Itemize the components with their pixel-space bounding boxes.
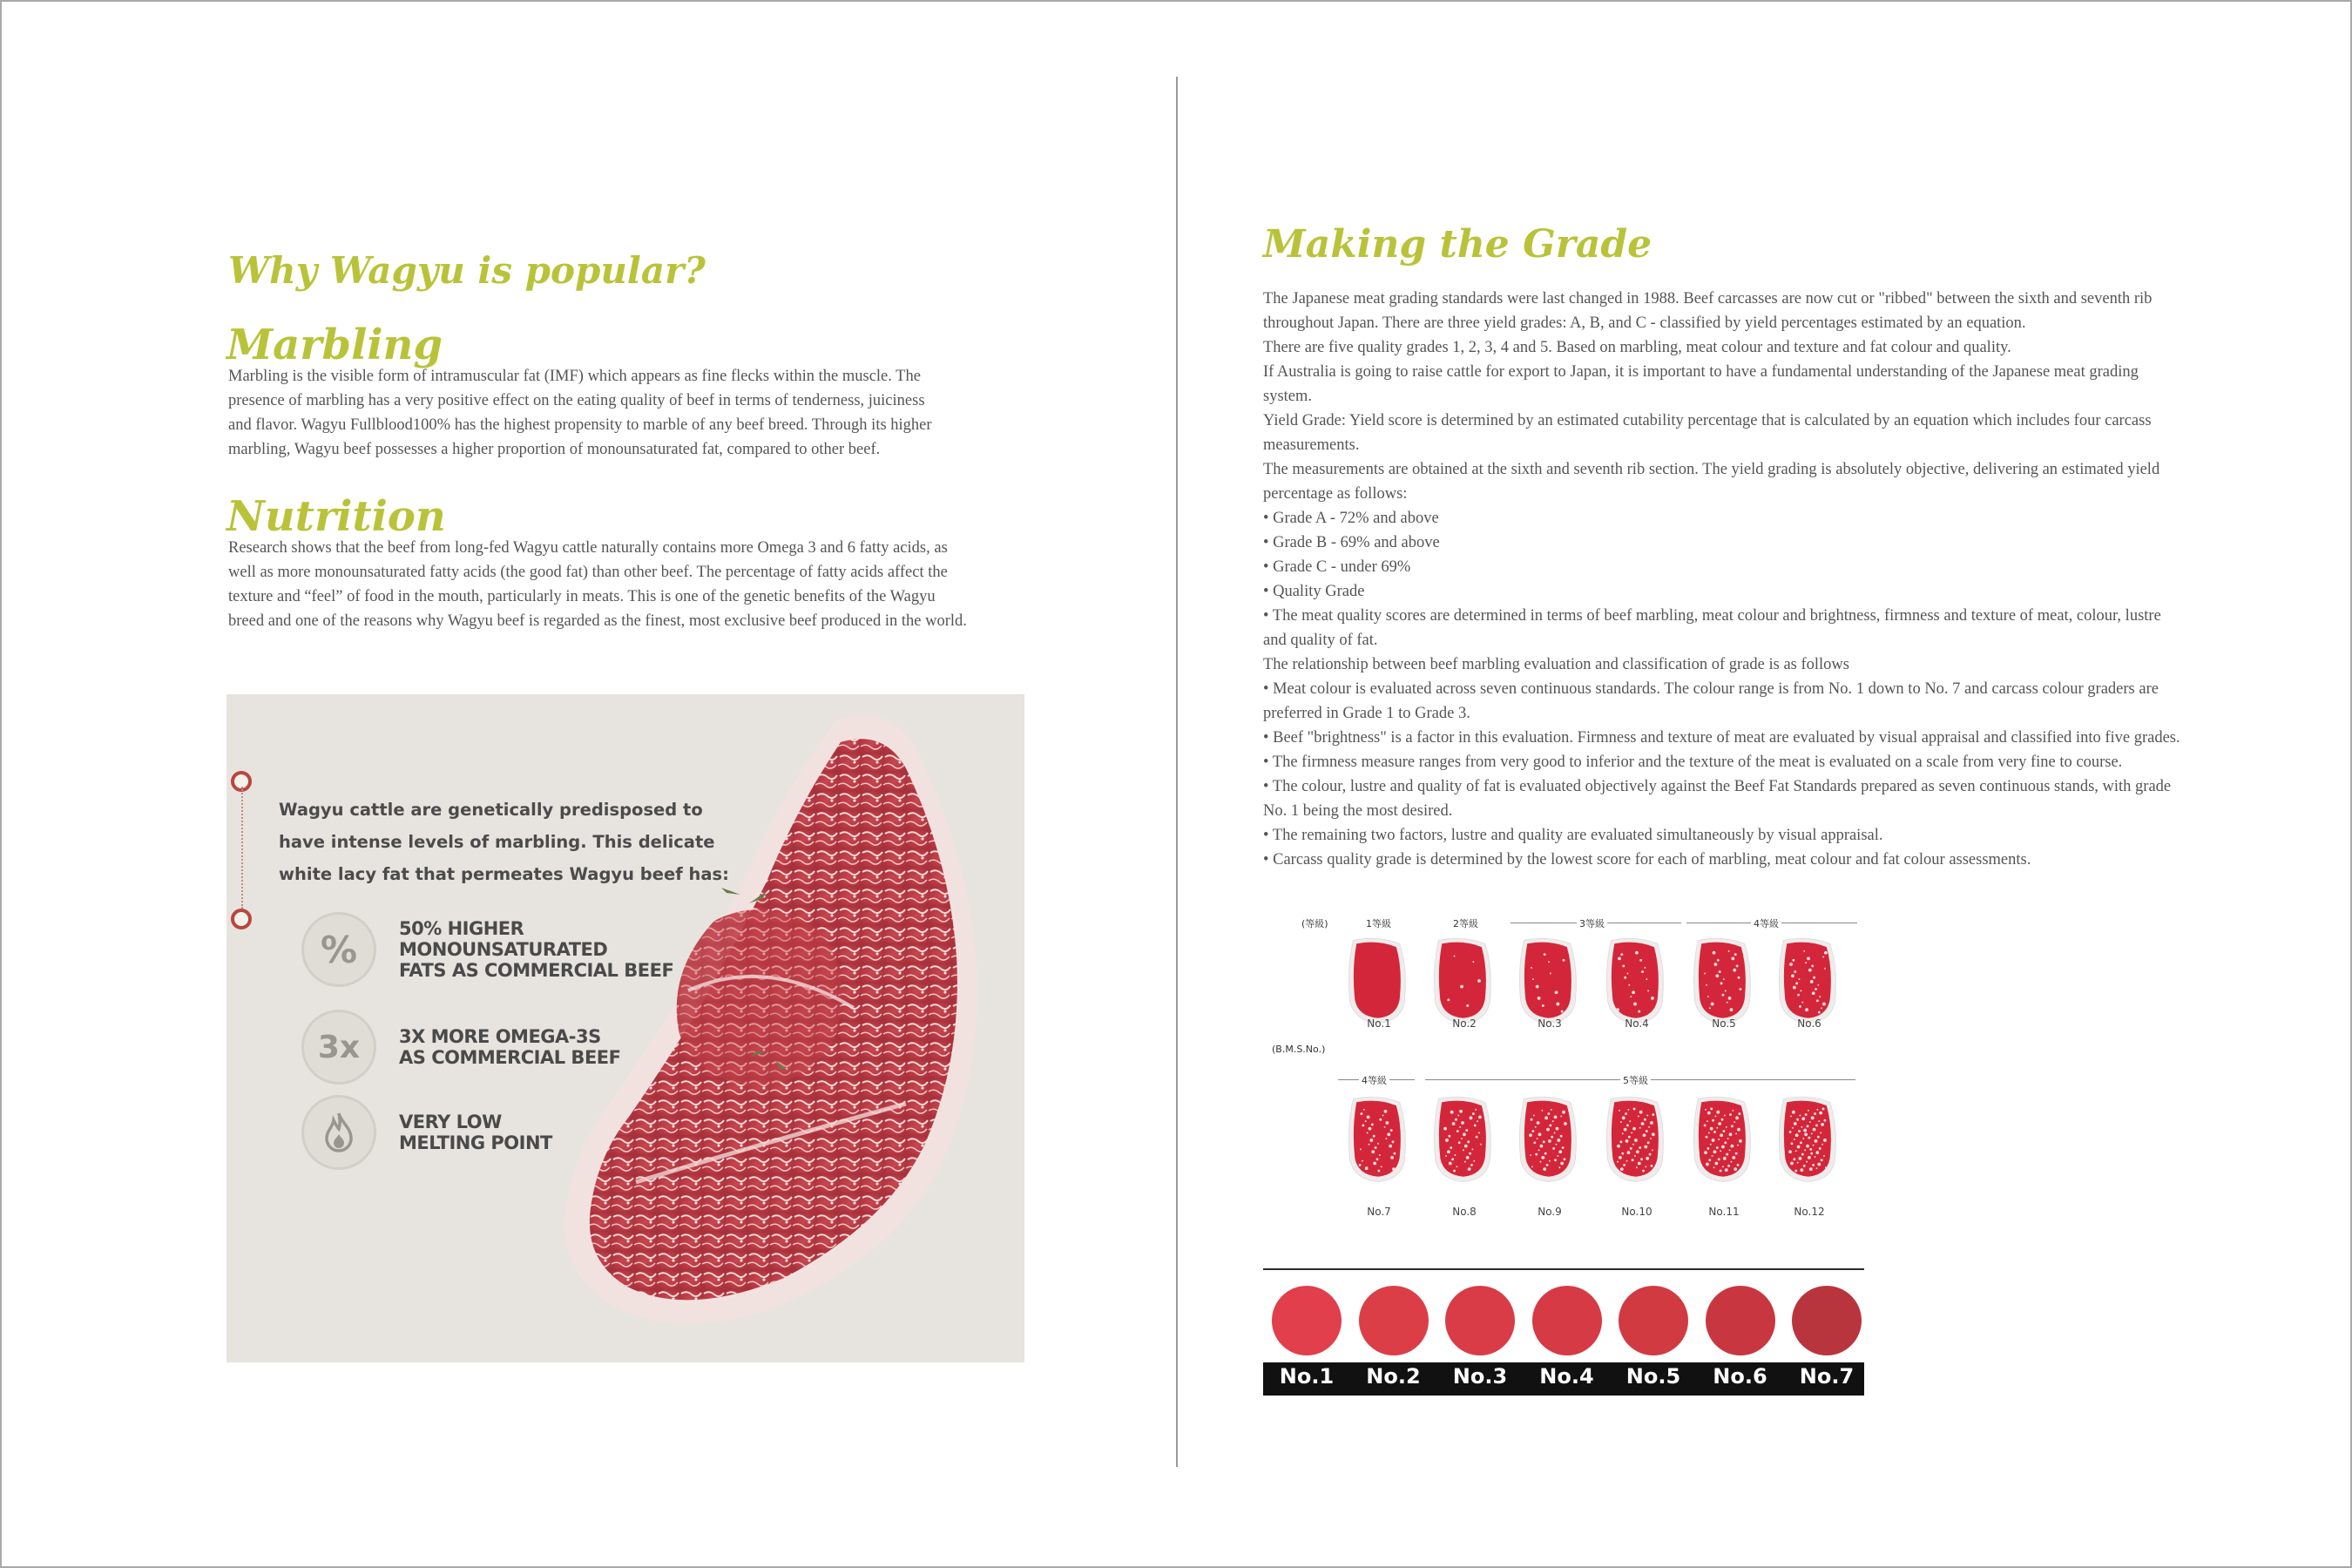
bms-row-label: (B.M.S.No.): [1272, 1044, 1326, 1055]
sample-label: No.1: [1367, 1017, 1391, 1030]
sample-label: No.10: [1621, 1206, 1652, 1218]
grade-row-label: (等級): [1301, 918, 1328, 929]
colour-label: No.2: [1366, 1364, 1421, 1389]
colour-swatch: [1706, 1286, 1775, 1355]
grading-line: If Australia is going to raise cattle for export to Japan, it is important to have a fundamental understanding of the Japanese meat grading: [1263, 363, 2139, 381]
grade-label: 1等級: [1366, 918, 1391, 929]
marbling-sample: [1603, 934, 1667, 1028]
marbling-line: Marbling is the visible form of intramuscular fat (IMF) which appears as fine flecks within the muscle. The: [228, 368, 921, 385]
marbling-line: marbling, Wagyu beef possesses a higher proportion of monounsaturated fat, compared to other beef.: [228, 441, 881, 458]
grading-line: • The remaining two factors, lustre and quality are evaluated simultaneously by visual appraisal.: [1263, 827, 1883, 844]
flame-icon: [301, 1095, 376, 1170]
grading-line: and quality of fat.: [1263, 632, 1378, 649]
colour-swatch: [1792, 1286, 1862, 1355]
grading-line: preferred in Grade 1 to Grade 3.: [1263, 705, 1470, 722]
colour-label: No.4: [1539, 1364, 1594, 1389]
grading-line: No. 1 being the most desired.: [1263, 802, 1453, 820]
grading-line: measurements.: [1263, 436, 1360, 454]
sample-label: No.12: [1794, 1206, 1825, 1218]
feature-melting-point: [301, 1095, 552, 1170]
intro-line: have intense levels of marbling. This delicate: [279, 832, 715, 852]
infographic-intro: [279, 794, 732, 890]
three-x-icon: 3x: [301, 1010, 376, 1085]
grade-label: 3等級: [1577, 916, 1607, 930]
marbling-sample: [1775, 934, 1840, 1028]
nutrition-line: Research shows that the beef from long-fed Wagyu cattle naturally contains more Omega 3 and 6 fatty acids, as: [228, 539, 948, 557]
sample-label: No.2: [1452, 1017, 1477, 1030]
right-page-title: Making the Grade: [1263, 222, 1652, 267]
feature-line: AS COMMERCIAL BEEF: [399, 1047, 621, 1068]
nutrition-line: breed and one of the reasons why Wagyu beef is regarded as the finest, most exclusive beef produced in the world.: [228, 612, 967, 630]
grading-line: • Quality Grade: [1263, 583, 1365, 600]
grading-line: The measurements are obtained at the sixth and seventh rib section. The yield grading is absolutely objective, delivering an estimated yield: [1263, 461, 2160, 478]
grade-label: 4等級: [1751, 916, 1781, 930]
grading-line: The Japanese meat grading standards were last changed in 1988. Beef carcasses are now cut or "ribbed" between the sixth and seventh rib: [1263, 290, 2153, 308]
sample-label: No.6: [1797, 1017, 1821, 1030]
marbling-sample: [1516, 1092, 1580, 1186]
grade-label: 4等級: [1359, 1073, 1389, 1087]
grading-line: throughout Japan. There are three yield grades: A, B, and C - classified by yield percentages estimated by an equation.: [1263, 314, 2026, 332]
marbling-sample: [1345, 1092, 1409, 1186]
marbling-sample: [1603, 1092, 1667, 1186]
marbling-line: and flavor. Wagyu Fullblood100% has the highest propensity to marble of any beef breed. Through its higher: [228, 416, 932, 434]
marbling-heading: Marbling: [226, 321, 443, 369]
grading-line: • Carcass quality grade is determined by the lowest score for each of marbling, meat colour and fat colour assessments.: [1263, 851, 2031, 868]
marbling-sample: [1690, 1092, 1754, 1186]
feature-line: MELTING POINT: [399, 1132, 552, 1153]
colour-swatch: [1359, 1286, 1429, 1355]
feature-text: [399, 1026, 620, 1068]
colour-label: No.3: [1452, 1364, 1508, 1389]
percent-icon: %: [301, 912, 376, 987]
grading-line: • The firmness measure ranges from very good to inferior and the texture of the meat is evaluated on a scale from very fine to course.: [1263, 754, 2123, 771]
feature-line: 50% HIGHER: [399, 918, 524, 939]
grading-line: • The meat quality scores are determined in terms of beef marbling, meat colour and brightness, firmness and texture of meat, colour, lustre: [1263, 607, 2161, 625]
intro-line: Wagyu cattle are genetically predisposed to: [279, 800, 703, 820]
feature-omega3: [301, 1010, 620, 1085]
intro-line: white lacy fat that permeates Wagyu beef has:: [279, 864, 729, 884]
colour-swatch: [1532, 1286, 1602, 1355]
colour-label: No.5: [1625, 1364, 1681, 1389]
colour-swatch: [1272, 1286, 1342, 1355]
grade-label: 2等級: [1453, 918, 1478, 929]
colour-scale-border: [1263, 1268, 1864, 1270]
sample-label: No.11: [1708, 1206, 1740, 1218]
sample-label: No.5: [1712, 1017, 1736, 1030]
feature-text: [399, 918, 673, 981]
marbling-sample: [1775, 1092, 1840, 1186]
sample-label: No.7: [1367, 1206, 1391, 1218]
nutrition-line: well as more monounsaturated fatty acids (the good fat) than other beef. The percentage of fatty acids affect the: [228, 564, 948, 581]
grading-line: • Grade B - 69% and above: [1263, 534, 1440, 551]
colour-swatch: [1619, 1286, 1688, 1355]
grading-line: Yield Grade: Yield score is determined by an estimated cutability percentage that is calculated by an equation which includes four carcass: [1263, 412, 2152, 429]
marbling-paragraph: [228, 364, 995, 462]
grading-line: • The colour, lustre and quality of fat is evaluated objectively against the Beef Fat Standards prepared as seven continuous stands, with grade: [1263, 778, 2172, 795]
sample-label: No.4: [1625, 1017, 1649, 1030]
marbling-sample: [1430, 934, 1495, 1028]
flame-glyph: [321, 1112, 356, 1153]
timeline-dotted-line: [241, 787, 243, 909]
grading-line: There are five quality grades 1, 2, 3, 4 and 5. Based on marbling, meat colour and texture and fat colour and quality.: [1263, 339, 2011, 356]
feature-line: VERY LOW: [399, 1112, 502, 1132]
colour-label: No.6: [1713, 1364, 1767, 1389]
feature-monounsaturated: [301, 912, 673, 987]
grade-label: 5等級: [1620, 1073, 1651, 1087]
grading-line: system.: [1263, 388, 1313, 405]
feature-line: 3X MORE OMEGA-3S: [399, 1026, 601, 1047]
nutrition-heading: Nutrition: [226, 492, 446, 541]
nutrition-paragraph: [228, 536, 1030, 633]
wagyu-infographic: [226, 694, 1024, 1362]
grading-line: The relationship between beef marbling evaluation and classification of grade is as follows: [1263, 656, 1849, 673]
nutrition-line: texture and “feel” of food in the mouth, particularly in meats. This is one of the genetic benefits of the Wagyu: [228, 588, 936, 605]
colour-swatch: [1445, 1286, 1515, 1355]
sample-label: No.9: [1538, 1206, 1562, 1218]
colour-label: No.7: [1799, 1364, 1855, 1389]
marbling-sample: [1516, 934, 1580, 1028]
marbling-sample: [1690, 934, 1754, 1028]
grading-line: percentage as follows:: [1263, 485, 1408, 503]
grading-line: • Grade A - 72% and above: [1263, 510, 1439, 527]
page-divider: [1176, 77, 1178, 1467]
colour-label: No.1: [1279, 1364, 1335, 1389]
grading-line: • Grade C - under 69%: [1263, 558, 1411, 576]
sample-label: No.3: [1538, 1017, 1562, 1030]
bms-marbling-chart: [1263, 902, 1864, 1268]
feature-line: FATS AS COMMERCIAL BEEF: [399, 960, 674, 981]
marbling-line: presence of marbling has a very positive effect on the eating quality of beef in terms of tenderness, juiciness: [228, 392, 925, 409]
marbling-sample: [1430, 1092, 1495, 1186]
grading-text: [1263, 287, 2235, 872]
feature-line: MONOUNSATURATED: [399, 939, 608, 960]
sample-label: No.8: [1452, 1206, 1477, 1218]
timeline-dot-bottom: [231, 909, 252, 929]
feature-text: [399, 1112, 552, 1153]
left-page-title: Why Wagyu is popular?: [228, 249, 706, 292]
marbling-sample: [1345, 934, 1409, 1028]
grading-line: • Meat colour is evaluated across seven continuous standards. The colour range is from No. 1 down to No. 7 and carcass colour graders are: [1263, 680, 2159, 698]
grading-line: • Beef "brightness" is a factor in this evaluation. Firmness and texture of meat are evaluated by visual appraisal and classified into five grades.: [1263, 729, 2180, 747]
meat-colour-scale: [1263, 1268, 1864, 1396]
